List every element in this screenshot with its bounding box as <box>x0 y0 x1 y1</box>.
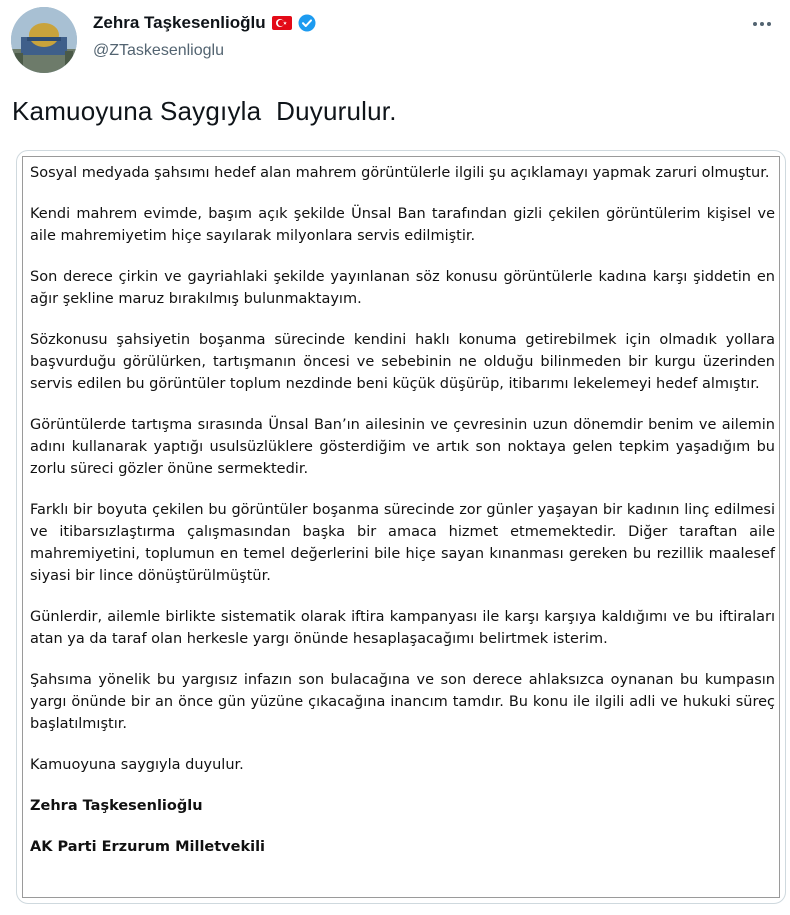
paragraph: Görüntülerde tartışma sırasında Ünsal Ban’ın ailesinin ve çevresinin uzun dönemdir benim ve ailemin adını kullanarak yaptığı usulsüzlüklere gösterdiğim ve artık son noktaya gelen tepkim yaşadığım bu zorlu süreci gözler önüne sermektedir. <box>30 417 775 477</box>
document-body <box>30 162 775 877</box>
author-name[interactable]: Zehra Taşkesenlioğlu <box>93 13 266 32</box>
tweet-text: Kamuoyuna Saygıyla Duyurulur. <box>12 96 397 126</box>
paragraph: Günlerdir, ailemle birlikte sistematik olarak iftira kampanyası ile karşı karşıya kaldığımı ve bu iftiraları atan ya da taraf olan herkesle yargı önünde hesaplaşacağımı belirtmek isterim. <box>30 609 775 647</box>
paragraph: Şahsıma yönelik bu yargısız infazın son bulacağına ve son derece ahlaksızca oynanan bu kumpasın yargı önünde bir an önce gün yüzüne çıkacağına inancım tamdır. Bu konu ile ilgili adli ve hukuki süreç başlatılmıştır. <box>30 672 775 732</box>
paragraph: Kendi mahrem evimde, başım açık şekilde Ünsal Ban tarafından gizli çekilen görüntülerim kişisel ve aile mahremiyetim hiçe sayılarak milyonlara servis edilmiştir. <box>30 206 775 244</box>
paragraph: Farklı bir boyuta çekilen bu görüntüler boşanma sürecinde zor günler yaşayan bir kadının linç edilmesi ve itibarsızlaştırma çalışmasından başka bir amaca hizmet etmemektedir. Diğer taraftan aile mahremiyetini, toplumun en temel değerlerini bile hiçe sayan kınanması gereken bu rezillik maalesef siyasi bir lince dönüştürülmüştür. <box>30 502 775 584</box>
paragraph: Sosyal medyada şahsımı hedef alan mahrem görüntülerle ilgili şu açıklamayı yapmak zaruri olmuştur. <box>30 165 770 181</box>
avatar[interactable] <box>11 7 77 73</box>
closing-line: Kamuoyuna saygıyla duyulur. <box>30 757 244 773</box>
statement-document <box>22 156 780 898</box>
attached-image[interactable] <box>16 150 786 904</box>
more-options-icon[interactable] <box>746 12 778 36</box>
verified-badge-icon <box>298 14 316 32</box>
author-handle[interactable]: @ZTaskesenlioglu <box>93 42 224 59</box>
avatar-image <box>11 7 77 73</box>
signature-name: Zehra Taşkesenlioğlu <box>30 798 203 814</box>
paragraph: Son derece çirkin ve gayriahlaki şekilde yayınlanan söz konusu görüntülerle kadına karşı şiddetin en ağır şekline maruz bırakılmış bulunmaktayım. <box>30 269 775 307</box>
turkey-flag-icon <box>272 16 292 30</box>
paragraph: Sözkonusu şahsiyetin boşanma sürecinde kendini haklı konuma getirebilmek için olmadık yollara başvurduğu görülürken, tartışmanın öncesi ve sebebinin ne olduğu bilinmeden bir kurgu üzerinden servis edilen bu görüntüler toplum nezdinde beni küçük düşürüp, itibarımı lekelemeyi hedef almıştır. <box>30 332 775 392</box>
signature-title: AK Parti Erzurum Milletvekili <box>30 839 266 855</box>
